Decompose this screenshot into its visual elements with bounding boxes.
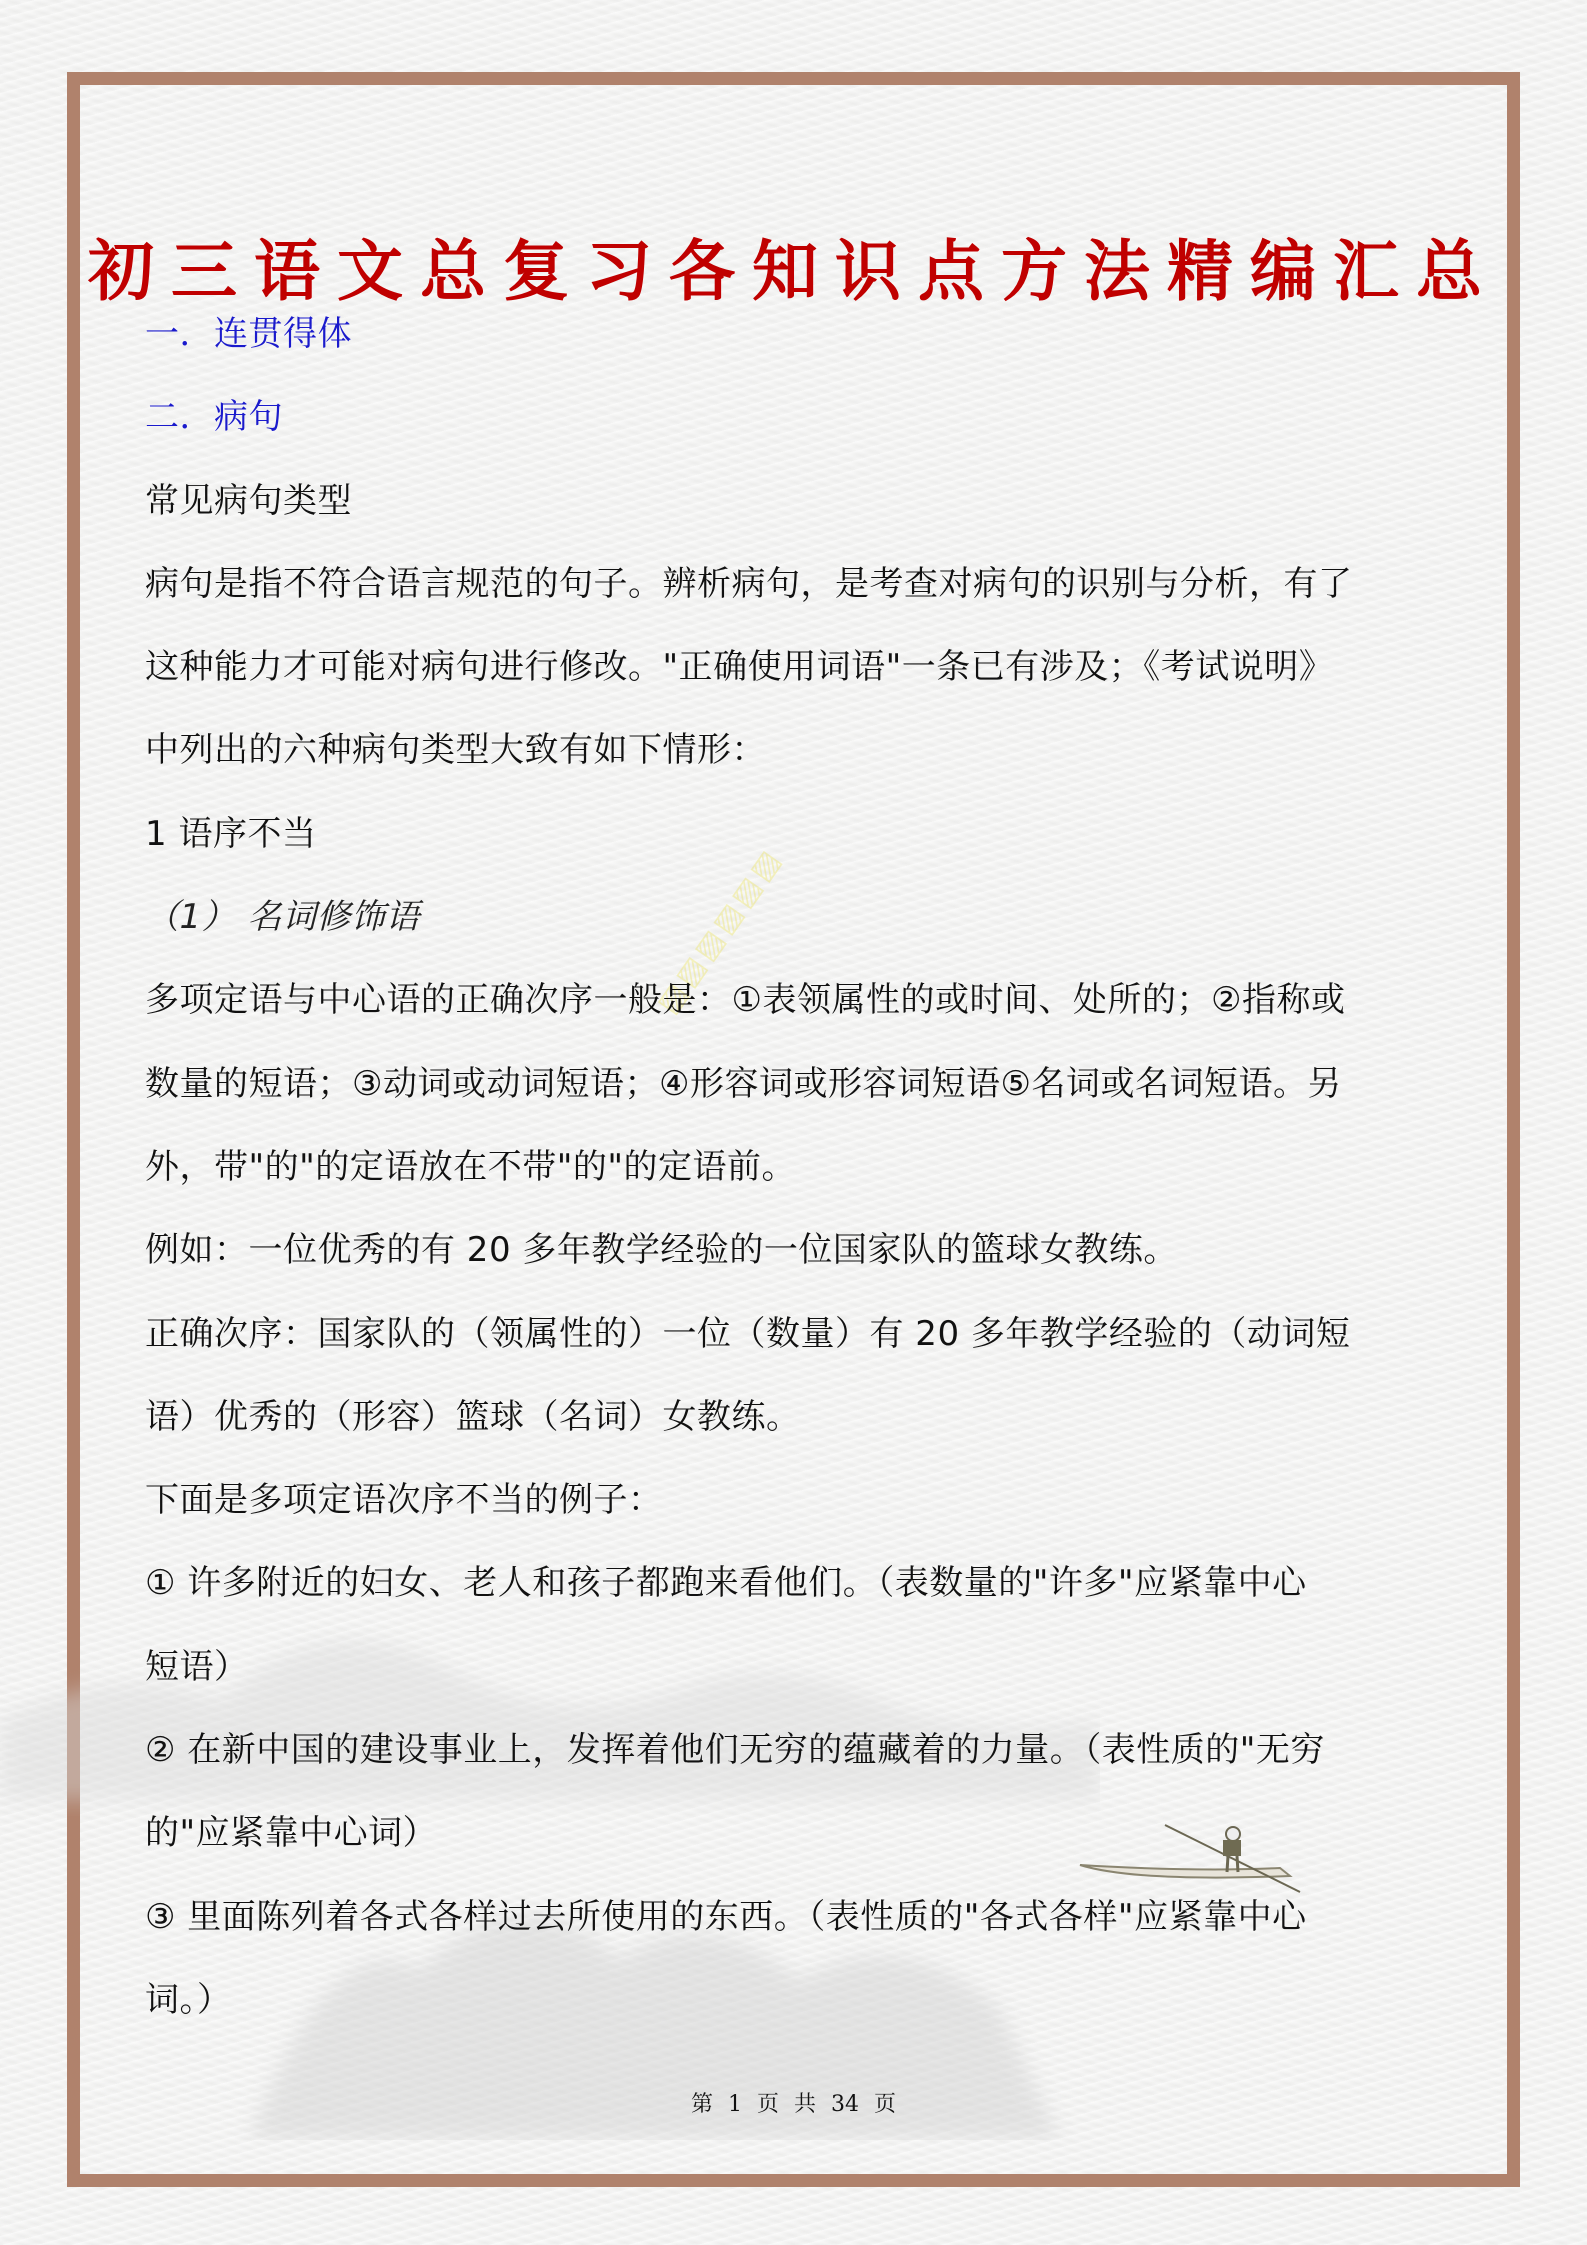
list-item-continuation: 词。） [145,1979,232,2020]
document-title: 初三语文总复习各知识点方法精编汇总 [88,233,1499,311]
numbered-heading: 1 语序不当 [145,813,317,854]
examples-intro-line: 下面是多项定语次序不当的例子： [145,1480,663,1521]
paragraph-line: 中列出的六种病句类型大致有如下情形： [145,730,766,771]
correct-order-line: 正确次序：国家队的（领属性的）一位（数量）有 20 多年教学经验的（动词短 [145,1313,1351,1354]
paragraph-line: 数量的短语；③动词或动词短语；④形容词或形容词短语⑤名词或名词短语。另 [145,1063,1342,1104]
list-item-continuation: 的"应紧靠中心词） [145,1813,438,1854]
page-number-footer: 第 1 页 共 34 页 [691,2092,896,2117]
faint-watermark: ▨▨▨▨▨▨ [650,841,790,1021]
paragraph-line: 多项定语与中心语的正确次序一般是：①表领属性的或时间、处所的；②指称或 [145,980,1346,1021]
sub-numbered-heading: （1） 名词修饰语 [145,897,420,938]
correct-order-line: 语）优秀的（形容）篮球（名词）女教练。 [145,1396,801,1437]
document-body [145,304,1445,2053]
section-heading-1: 一．连贯得体 [145,314,352,354]
section-heading-2: 二．病句 [145,397,283,438]
paragraph-line: 病句是指不符合语言规范的句子。辨析病句，是考查对病句的识别与分析，有了 [145,563,1353,604]
list-item-continuation: 短语） [145,1646,249,1687]
paragraph-line: 外，带"的"的定语放在不带"的"的定语前。 [145,1146,797,1187]
list-item: ③ 里面陈列着各式各样过去所使用的东西。（表性质的"各式各样"应紧靠中心 [145,1896,1307,1937]
subheading-common-types: 常见病句类型 [145,480,352,521]
example-line: 例如：一位优秀的有 20 多年教学经验的一位国家队的篮球女教练。 [145,1230,1178,1271]
list-item: ① 许多附近的妇女、老人和孩子都跑来看他们。（表数量的"许多"应紧靠中心 [145,1563,1307,1604]
list-item: ② 在新中国的建设事业上，发挥着他们无穷的蕴藏着的力量。（表性质的"无穷 [145,1730,1325,1771]
paragraph-line: 这种能力才可能对病句进行修改。"正确使用词语"一条已有涉及；《考试说明》 [145,647,1334,688]
